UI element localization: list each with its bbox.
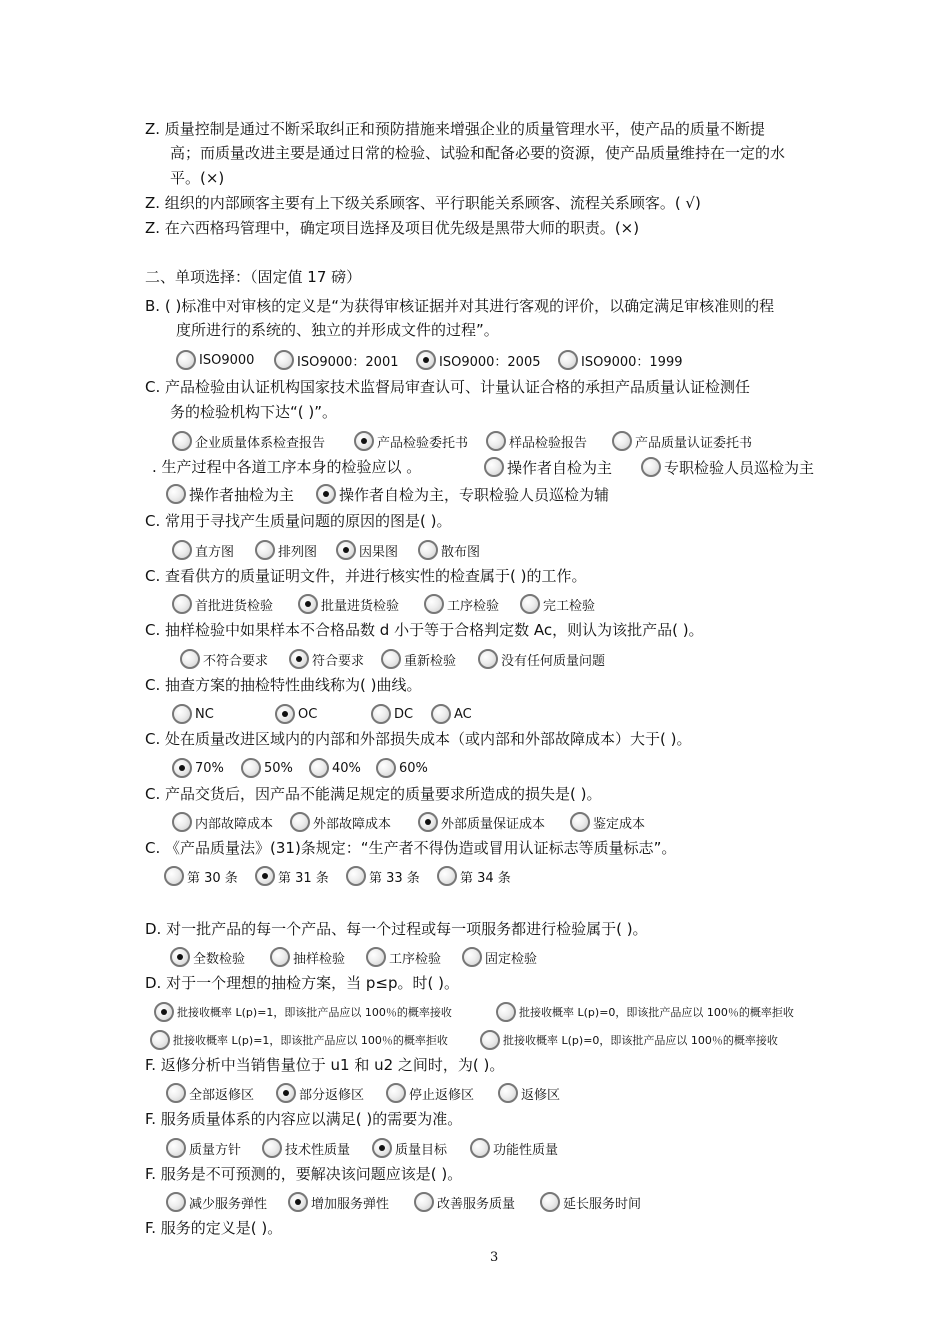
radio-button-icon[interactable] [290,812,310,832]
radio-option[interactable] [166,1190,267,1214]
radio-option[interactable] [290,810,391,834]
question-text: C. 产品检验由认证机构国家技术监督局审查认可、计量认证合格的承担产品质量认证检测任 [145,378,751,396]
option-label: 因果图 [359,544,399,560]
option-row [0,1000,950,1024]
option-label: 减少服务弹性 [189,1196,268,1212]
option-label: ISO9000 [199,352,255,368]
radio-option[interactable] [371,702,413,726]
option-label: 批接收概率 L(p)=0，即该批产品应以 100％的概率拒收 [519,1006,794,1019]
radio-option[interactable] [470,1136,558,1160]
radio-option[interactable] [540,1190,641,1214]
radio-option[interactable] [346,864,420,888]
radio-option[interactable] [172,756,224,780]
radio-button-icon[interactable] [437,866,457,886]
option-label: 操作者抽检为主 [189,485,295,504]
radio-button-icon[interactable] [462,947,482,967]
option-row [0,348,950,372]
option-row [0,1081,950,1105]
radio-button-selected-icon[interactable] [275,704,295,724]
radio-button-icon[interactable] [180,649,200,669]
radio-option[interactable] [376,756,428,780]
radio-button-selected-icon[interactable] [336,540,356,560]
radio-button-icon[interactable] [255,540,275,560]
option-label: 第 33 条 [369,870,420,886]
option-row [0,1028,950,1052]
option-label: 70% [195,760,224,776]
radio-button-icon[interactable] [381,649,401,669]
option-row [0,1136,950,1160]
question-text: . 生产过程中各道工序本身的检验应以 。 [152,458,422,476]
radio-option[interactable] [170,945,245,969]
option-label: 首批进货检验 [195,598,274,614]
option-label: 质量方针 [189,1142,242,1158]
option-row [0,647,950,671]
option-row [0,702,950,726]
option-label: 操作者自检为主 [507,458,613,477]
radio-option[interactable] [316,482,609,506]
option-label: 操作者自检为主，专职检验人员巡检为辅 [339,485,610,504]
option-label: 没有任何质量问题 [501,653,606,669]
radio-option[interactable] [484,455,612,479]
option-label: 产品质量认证委托书 [635,435,753,451]
question-text: 度所进行的系统的、独立的并形成文件的过程”。 [176,321,499,339]
radio-button-icon[interactable] [641,457,661,477]
radio-button-selected-icon[interactable] [298,594,318,614]
radio-option[interactable] [354,429,468,453]
option-label: OC [298,706,318,722]
option-label: AC [454,706,472,722]
radio-button-selected-icon[interactable] [154,1002,174,1022]
option-label: 第 30 条 [187,870,238,886]
radio-option[interactable] [166,482,294,506]
radio-button-icon[interactable] [346,866,366,886]
radio-option[interactable] [255,864,329,888]
question-text: B. ( )标准中对审核的定义是“为获得审核证据并对其进行客观的评价，以确定满足审核准则的程 [145,297,775,315]
question-text: C. 查看供方的质量证明文件，并进行核实性的检查属于( )的工作。 [145,567,587,585]
radio-button-selected-icon[interactable] [289,649,309,669]
radio-button-selected-icon[interactable] [172,758,192,778]
option-label: ISO9000：2001 [297,354,399,370]
radio-option[interactable] [274,348,399,372]
radio-button-selected-icon[interactable] [416,350,436,370]
option-label: 第 34 条 [460,870,511,886]
radio-option[interactable] [176,348,254,372]
radio-button-icon[interactable] [166,1138,186,1158]
radio-option[interactable] [366,945,441,969]
option-label: 内部故障成本 [195,816,274,832]
radio-option[interactable] [478,647,605,671]
radio-option[interactable] [641,455,814,479]
radio-option[interactable] [289,647,364,671]
radio-option[interactable] [270,945,345,969]
radio-option[interactable] [418,538,480,562]
text-line: Z. 在六西格玛管理中，确定项目选择及项目优先级是黑带大师的职责。(×) [145,219,640,237]
option-row [0,810,950,834]
option-row [0,455,950,479]
option-label: 50% [264,760,293,776]
radio-button-icon[interactable] [164,866,184,886]
radio-button-icon[interactable] [262,1138,282,1158]
option-label: 外部故障成本 [313,816,392,832]
question-text: 务的检验机构下达“( )”。 [170,403,338,421]
question-text: C. 抽样检验中如果样本不合格品数 d 小于等于合格判定数 Ac，则认为该批产品( )。 [145,621,704,639]
option-label: 工序检验 [389,951,442,967]
radio-button-icon[interactable] [166,1083,186,1103]
option-row [0,482,950,506]
radio-button-icon[interactable] [414,1192,434,1212]
option-label: 60% [399,760,428,776]
option-row [0,756,950,780]
radio-option[interactable] [309,756,361,780]
radio-button-icon[interactable] [166,484,186,504]
option-label: 专职检验人员巡检为主 [664,458,815,477]
question-text: D. 对于一个理想的抽检方案，当 p≤p。时( )。 [145,974,459,992]
option-label: 改善服务质量 [437,1196,516,1212]
option-row [0,1190,950,1214]
radio-button-icon[interactable] [424,594,444,614]
option-label: 企业质量体系检查报告 [195,435,326,451]
option-label: 完工检验 [543,598,596,614]
option-label: 鉴定成本 [593,816,646,832]
radio-option[interactable] [437,864,511,888]
question-text: C. 常用于寻找产生质量问题的原因的图是( )。 [145,512,452,530]
radio-option[interactable] [498,1081,560,1105]
radio-button-icon[interactable] [480,1030,500,1050]
radio-button-selected-icon[interactable] [354,431,374,451]
radio-option[interactable] [496,1000,794,1024]
radio-option[interactable] [424,592,499,616]
radio-button-icon[interactable] [431,704,451,724]
radio-option[interactable] [172,810,273,834]
radio-button-icon[interactable] [366,947,386,967]
option-label: 样品检验报告 [509,435,588,451]
radio-option[interactable] [414,1190,515,1214]
option-label: 固定检验 [485,951,538,967]
text-line: Z. 组织的内部顾客主要有上下级关系顾客、平行职能关系顾客、流程关系顾客。( √) [145,194,701,212]
radio-button-icon[interactable] [172,812,192,832]
radio-option[interactable] [255,538,317,562]
option-label: 技术性质量 [285,1142,351,1158]
radio-option[interactable] [288,1190,389,1214]
radio-option[interactable] [154,1000,452,1024]
radio-option[interactable] [241,756,293,780]
radio-button-icon[interactable] [558,350,578,370]
option-label: 直方图 [195,544,235,560]
radio-option[interactable] [480,1028,778,1052]
radio-option[interactable] [172,429,325,453]
option-label: 返修区 [521,1087,561,1103]
radio-button-icon[interactable] [172,704,192,724]
radio-option[interactable] [172,592,273,616]
radio-button-icon[interactable] [150,1030,170,1050]
radio-option[interactable] [372,1136,447,1160]
radio-button-icon[interactable] [486,431,506,451]
option-label: 散布图 [441,544,481,560]
option-label: 排列图 [278,544,318,560]
option-label: 增加服务弹性 [311,1196,390,1212]
option-label: DC [394,706,414,722]
radio-option[interactable] [276,1081,364,1105]
page-number: 3 [490,1250,499,1265]
option-row [0,864,950,888]
option-label: 抽样检验 [293,951,346,967]
radio-button-icon[interactable] [570,812,590,832]
option-label: 全数检验 [193,951,246,967]
text-line: 平。(×) [170,169,225,187]
option-label: 延长服务时间 [563,1196,642,1212]
option-label: 批接收概率 L(p)=1，即该批产品应以 100％的概率拒收 [173,1034,448,1047]
question-text: F. 服务是不可预测的，要解决该问题应该是( )。 [145,1165,463,1183]
option-label: 40% [332,760,361,776]
radio-button-icon[interactable] [612,431,632,451]
option-label: 批接收概率 L(p)=0，即该批产品应以 100％的概率接收 [503,1034,778,1047]
option-row [0,429,950,453]
option-label: 批量进货检验 [321,598,400,614]
radio-option[interactable] [558,348,683,372]
radio-button-icon[interactable] [270,947,290,967]
radio-option[interactable] [520,592,595,616]
radio-option[interactable] [275,702,317,726]
section-heading: 二、单项选择：（固定值 17 磅） [145,268,362,286]
radio-button-icon[interactable] [176,350,196,370]
option-label: 不符合要求 [203,653,269,669]
radio-option[interactable] [150,1028,448,1052]
radio-button-icon[interactable] [274,350,294,370]
radio-button-icon[interactable] [540,1192,560,1212]
radio-option[interactable] [336,538,398,562]
option-label: 全部返修区 [189,1087,255,1103]
question-text: F. 服务质量体系的内容应以满足( )的需要为准。 [145,1110,463,1128]
option-label: 外部质量保证成本 [441,816,546,832]
radio-button-selected-icon[interactable] [316,484,336,504]
option-label: ISO9000：2005 [439,354,541,370]
question-text: C. 《产品质量法》(31)条规定：“生产者不得伪造或冒用认证标志等质量标志”。 [145,839,677,857]
radio-button-selected-icon[interactable] [418,812,438,832]
option-label: 第 31 条 [278,870,329,886]
question-text: F. 服务的定义是( )。 [145,1219,283,1237]
radio-button-icon[interactable] [478,649,498,669]
text-line: 高；而质量改进主要是通过日常的检验、试验和配备必要的资源，使产品质量维持在一定的水 [170,144,786,162]
option-label: 产品检验委托书 [377,435,469,451]
radio-option[interactable] [164,864,238,888]
option-label: ISO9000：1999 [581,354,683,370]
option-label: 部分返修区 [299,1087,365,1103]
radio-button-selected-icon[interactable] [170,947,190,967]
radio-option[interactable] [612,429,752,453]
radio-option[interactable] [180,647,268,671]
option-row [0,945,950,969]
radio-option[interactable] [416,348,541,372]
radio-option[interactable] [486,429,587,453]
question-text: C. 抽查方案的抽检特性曲线称为( )曲线。 [145,676,422,694]
radio-button-icon[interactable] [470,1138,490,1158]
option-label: 质量目标 [395,1142,448,1158]
radio-button-icon[interactable] [371,704,391,724]
option-label: 工序检验 [447,598,500,614]
option-label: 批接收概率 L(p)=1，即该批产品应以 100％的概率接收 [177,1006,452,1019]
question-text: F. 返修分析中当销售量位于 u1 和 u2 之间时，为( )。 [145,1056,505,1074]
radio-button-icon[interactable] [386,1083,406,1103]
text-line: Z. 质量控制是通过不断采取纠正和预防措施来增强企业的质量管理水平，使产品的质量不断提 [145,120,765,138]
radio-option[interactable] [462,945,537,969]
option-label: 功能性质量 [493,1142,559,1158]
radio-button-icon[interactable] [498,1083,518,1103]
radio-option[interactable] [418,810,545,834]
radio-option[interactable] [570,810,645,834]
radio-button-selected-icon[interactable] [276,1083,296,1103]
radio-button-icon[interactable] [172,540,192,560]
option-label: 重新检验 [404,653,457,669]
radio-button-icon[interactable] [418,540,438,560]
radio-option[interactable] [431,702,472,726]
radio-button-icon[interactable] [309,758,329,778]
question-text: C. 产品交货后，因产品不能满足规定的质量要求所造成的损失是( )。 [145,785,602,803]
radio-button-icon[interactable] [496,1002,516,1022]
option-label: 符合要求 [312,653,365,669]
radio-option[interactable] [172,538,234,562]
radio-button-selected-icon[interactable] [255,866,275,886]
question-text: D. 对一批产品的每一个产品、每一个过程或每一项服务都进行检验属于( )。 [145,920,648,938]
radio-button-icon[interactable] [241,758,261,778]
option-label: 停止返修区 [409,1087,475,1103]
question-text: C. 处在质量改进区域内的内部和外部损失成本（或内部和外部故障成本）大于( )。 [145,730,692,748]
radio-button-icon[interactable] [166,1192,186,1212]
radio-button-icon[interactable] [172,431,192,451]
radio-option[interactable] [166,1136,241,1160]
radio-button-icon[interactable] [376,758,396,778]
radio-option[interactable] [381,647,456,671]
radio-button-icon[interactable] [172,594,192,614]
radio-option[interactable] [262,1136,350,1160]
radio-button-icon[interactable] [520,594,540,614]
radio-button-selected-icon[interactable] [288,1192,308,1212]
radio-button-icon[interactable] [484,457,504,477]
radio-option[interactable] [172,702,214,726]
option-row [0,592,950,616]
radio-option[interactable] [298,592,399,616]
radio-option[interactable] [166,1081,254,1105]
option-row [0,538,950,562]
radio-option[interactable] [386,1081,474,1105]
option-label: NC [195,706,214,722]
radio-button-selected-icon[interactable] [372,1138,392,1158]
